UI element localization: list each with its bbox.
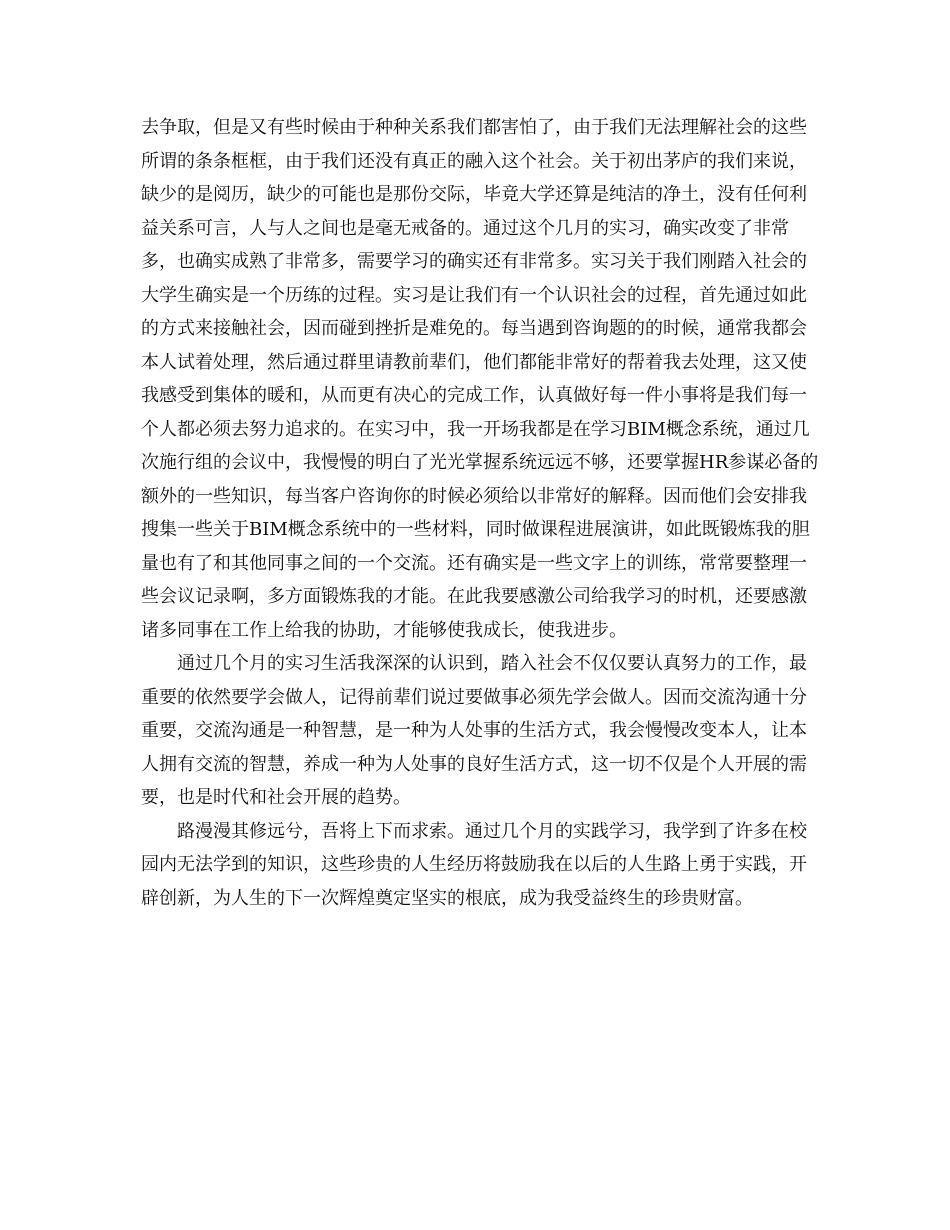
document-body [141, 111, 823, 915]
paragraph-conclusion: 路漫漫其修远兮，吾将上下而求索。通过几个月的实践学习，我学到了许多在校园内无法学到的知识，这些珍贵的人生经历将鼓励我在以后的人生路上勇于实践，开辟创新，为人生的下一次辉煌奠定坚实的根底，成为我受益终生的珍贵财富。 [141, 820, 807, 909]
paragraph-reflection: 通过几个月的实习生活我深深的认识到，踏入社会不仅仅要认真努力的工作，最重要的依然要学会做人，记得前辈们说过要做事必须先学会做人。因而交流沟通十分重要，交流沟通是一种智慧，是一种为人处事的生活方式，我会慢慢改变本人，让本人拥有交流的智慧，养成一种为人处事的良好生活方式，这一切不仅是个人开展的需要，也是时代和社会开展的趋势。 [141, 653, 807, 808]
paragraph-continuation: 去争取，但是又有些时候由于种种关系我们都害怕了，由于我们无法理解社会的这些所谓的条条框框，由于我们还没有真正的融入这个社会。关于初出茅庐的我们来说，缺少的是阅历，缺少的可能也是那份交际，毕竟大学还算是纯洁的净土，没有任何利益关系可言，人与人之间也是毫无戒备的。通过这个几月的实习，确实改变了非常多，也确实成熟了非常多，需要学习的确实还有非常多。实习关于我们刚踏入社会的大学生确实是一个历练的过程。实习是让我们有一个认识社会的过程，首先通过如此的方式来接触社会，因而碰到挫折是难免的。每当遇到咨询题的的时候，通常我都会本人试着处理，然后通过群里请教前辈们，他们都能非常好的帮着我去处理，这又使我感受到集体的暖和，从而更有决心的完成工作，认真做好每一件小事将是我们每一个人都必须去努力追求的。在实习中，我一开场我都是在学习BIM概念系统，通过几次施行组的会议中，我慢慢的明白了光光掌握系统远远不够，还要掌握HR参谋必备的额外的一些知识，每当客户咨询你的时候必须给以非常好的解释。因而他们会安排我搜集一些关于BIM概念系统中的一些材料，同时做课程进展演讲，如此既锻炼我的胆量也有了和其他同事之间的一个交流。还有确实是一些文字上的训练，常常要整理一些会议记录啊，多方面锻炼我的才能。在此我要感激公司给我学习的时机，还要感激诸多同事在工作上给我的协助，才能够使我成长，使我进步。 [141, 117, 819, 641]
